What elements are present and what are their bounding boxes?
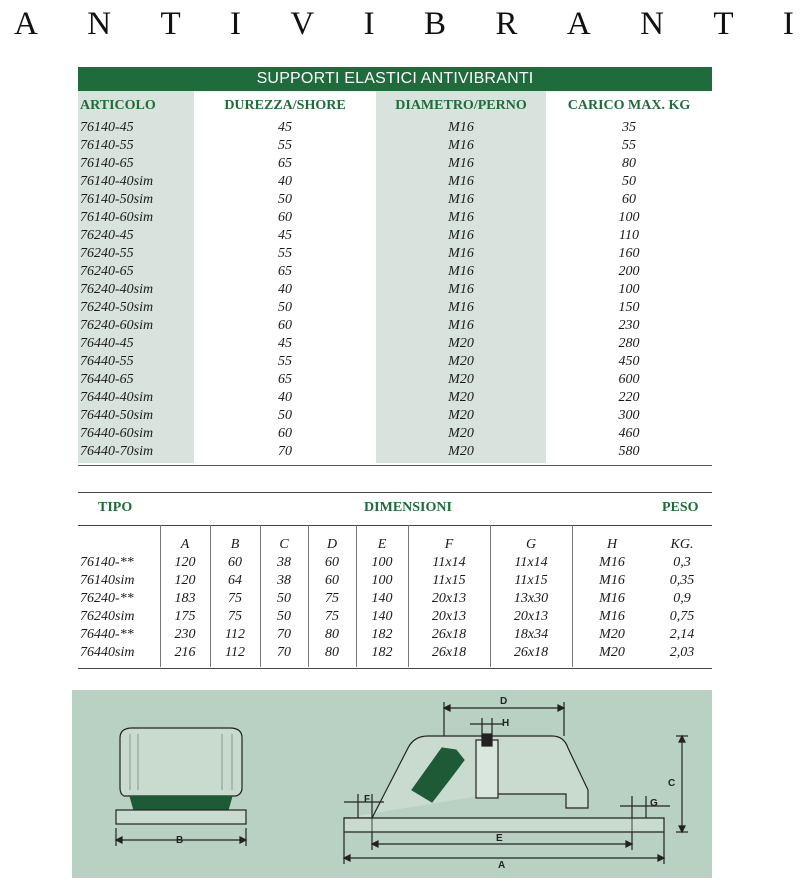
center-bolt-block	[476, 740, 498, 798]
title-letter: A	[566, 5, 591, 42]
cell-carico: 600	[618, 372, 640, 387]
table-divider	[78, 492, 712, 493]
table-row	[78, 299, 712, 317]
section-outline	[344, 736, 588, 818]
table-column-headers	[78, 98, 712, 116]
cell-value: 2,03	[669, 645, 695, 660]
cell-value: 20x13	[431, 609, 467, 624]
dimensions-table	[78, 492, 712, 672]
dim-label-a: A	[498, 860, 506, 871]
cell-value: 140	[371, 591, 393, 606]
cell-articolo: 76140-50sim	[80, 192, 154, 207]
cell-articolo: 76440-40sim	[80, 390, 154, 405]
cell-value: H	[606, 537, 618, 552]
cell-diametro: M20	[448, 354, 474, 369]
cell-carico: 150	[618, 300, 640, 315]
cell-value: M16	[599, 609, 625, 624]
cell-value: 38	[277, 555, 291, 570]
cell-value: 60	[325, 573, 339, 588]
cell-value: 11x14	[514, 555, 548, 570]
cell-tipo: 76440-**	[80, 627, 134, 642]
cell-value: 80	[325, 645, 339, 660]
title-letter: V	[290, 5, 315, 42]
cell-value: 60	[228, 555, 242, 570]
cell-diametro: M20	[448, 426, 474, 441]
cell-articolo: 76240-45	[80, 228, 134, 243]
cell-diametro: M16	[448, 120, 474, 135]
cell-carico: 50	[622, 174, 636, 189]
cell-value: 26x18	[513, 645, 549, 660]
table-body	[78, 119, 712, 461]
table-divider	[78, 668, 712, 669]
cell-value: 120	[174, 573, 196, 588]
cell-value: 182	[371, 627, 393, 642]
base-plate	[116, 810, 246, 824]
cell-durezza: 55	[278, 138, 292, 153]
section-base-plate	[344, 818, 664, 832]
cell-articolo: 76240-40sim	[80, 282, 154, 297]
cell-diametro: M16	[448, 264, 474, 279]
cell-value: 20x13	[431, 591, 467, 606]
cell-durezza: 55	[278, 246, 292, 261]
cell-value: 75	[228, 591, 242, 606]
cell-diametro: M16	[448, 282, 474, 297]
table-row	[78, 371, 712, 389]
cell-value: 75	[325, 609, 339, 624]
table-row	[78, 119, 712, 137]
cell-diametro: M20	[448, 408, 474, 423]
cell-diametro: M16	[448, 318, 474, 333]
header-carico: CARICO MAX. KG	[567, 98, 691, 113]
table-row	[78, 245, 712, 263]
cell-value: 70	[277, 645, 291, 660]
drawing-svg	[72, 690, 712, 878]
cell-value: 100	[371, 555, 393, 570]
title-letter: N	[87, 5, 112, 42]
cell-carico: 220	[618, 390, 640, 405]
dim-label-g: G	[650, 798, 658, 809]
cell-durezza: 40	[278, 390, 292, 405]
cell-value: 2,14	[669, 627, 695, 642]
cell-value: M16	[599, 573, 625, 588]
cell-carico: 80	[622, 156, 636, 171]
table-divider	[78, 465, 712, 466]
page-title	[14, 4, 794, 44]
cell-value: 75	[228, 609, 242, 624]
cell-articolo: 76240-60sim	[80, 318, 154, 333]
title-letter: B	[424, 5, 447, 42]
cell-articolo: 76440-50sim	[80, 408, 154, 423]
cell-value: 216	[174, 645, 196, 660]
title-letter: A	[14, 5, 38, 42]
dim-label-b: B	[176, 835, 184, 846]
cell-tipo: 76440sim	[80, 645, 135, 660]
cell-value: D	[326, 537, 338, 552]
cell-articolo: 76240-50sim	[80, 300, 154, 315]
table-row	[78, 407, 712, 425]
cell-diametro: M20	[448, 336, 474, 351]
cell-value: 112	[225, 627, 245, 642]
cell-value: 0,75	[669, 609, 695, 624]
cell-diametro: M16	[448, 210, 474, 225]
cell-articolo: 76140-55	[80, 138, 134, 153]
cell-carico: 460	[618, 426, 640, 441]
cell-diametro: M16	[448, 300, 474, 315]
dimensions-header-row	[78, 500, 712, 520]
cell-diametro: M20	[448, 390, 474, 405]
cell-value: 13x30	[513, 591, 549, 606]
table-row	[78, 608, 712, 626]
cell-value: 182	[371, 645, 393, 660]
cell-value: B	[230, 537, 240, 552]
table-row	[78, 137, 712, 155]
bolt-head	[482, 734, 492, 746]
cell-value: 175	[174, 609, 196, 624]
title-letter: N	[640, 5, 664, 42]
cell-carico: 580	[618, 444, 640, 459]
cell-durezza: 65	[278, 372, 292, 387]
cell-value: 100	[371, 573, 393, 588]
header-peso: PESO	[662, 500, 699, 515]
cell-value: 0,3	[673, 555, 691, 570]
cell-carico: 110	[619, 228, 639, 243]
table-row	[78, 281, 712, 299]
dim-label-c: C	[668, 778, 676, 789]
cell-durezza: 50	[278, 408, 292, 423]
cell-durezza: 50	[278, 300, 292, 315]
cell-value: 0,35	[669, 573, 695, 588]
header-tipo: TIPO	[98, 500, 133, 515]
cell-carico: 300	[618, 408, 640, 423]
cell-durezza: 45	[278, 228, 292, 243]
title-letter: I	[782, 5, 794, 42]
cell-diametro: M16	[448, 174, 474, 189]
table-row	[78, 389, 712, 407]
cell-value: M16	[599, 555, 625, 570]
rubber-base	[130, 796, 232, 810]
table-row	[78, 335, 712, 353]
cell-value: M20	[599, 627, 625, 642]
cell-diametro: M16	[448, 156, 474, 171]
cell-value: 183	[174, 591, 196, 606]
cell-value: 140	[371, 609, 393, 624]
cell-value: C	[279, 537, 289, 552]
table-row	[78, 173, 712, 191]
cell-value: F	[444, 537, 454, 552]
dimensions-subheader-row	[78, 536, 712, 554]
cell-value: 80	[325, 627, 339, 642]
section-view	[344, 702, 688, 864]
cell-articolo: 76140-40sim	[80, 174, 154, 189]
cell-value: M20	[599, 645, 625, 660]
cell-durezza: 45	[278, 120, 292, 135]
table-row	[78, 227, 712, 245]
cell-carico: 230	[618, 318, 640, 333]
table-row	[78, 317, 712, 335]
table-row	[78, 644, 712, 662]
cell-carico: 200	[618, 264, 640, 279]
cell-value: 38	[277, 573, 291, 588]
cell-tipo: 76240-**	[80, 591, 134, 606]
table-divider	[78, 525, 712, 526]
cell-articolo: 76140-65	[80, 156, 134, 171]
table-row	[78, 554, 712, 572]
cell-articolo: 76440-65	[80, 372, 134, 387]
cell-value: M16	[599, 591, 625, 606]
side-view	[116, 728, 246, 846]
cell-articolo: 76440-55	[80, 354, 134, 369]
cell-value: 120	[174, 555, 196, 570]
cell-value: 230	[174, 627, 196, 642]
title-letter: T	[713, 5, 734, 42]
cell-value: 26x18	[431, 627, 467, 642]
title-letter: I	[230, 5, 242, 42]
dim-label-h: H	[502, 718, 510, 729]
cell-articolo: 76440-60sim	[80, 426, 154, 441]
cell-value: 60	[325, 555, 339, 570]
cell-durezza: 70	[278, 444, 292, 459]
cell-carico: 160	[618, 246, 640, 261]
cell-value: 50	[277, 591, 291, 606]
title-letter: I	[363, 5, 375, 42]
cell-articolo: 76240-65	[80, 264, 134, 279]
cell-durezza: 55	[278, 354, 292, 369]
technical-drawing	[72, 690, 712, 878]
cell-durezza: 50	[278, 192, 292, 207]
cell-durezza: 40	[278, 282, 292, 297]
cell-articolo: 76440-45	[80, 336, 134, 351]
cell-value: 75	[325, 591, 339, 606]
header-articolo: ARTICOLO	[80, 98, 156, 113]
cell-carico: 55	[622, 138, 636, 153]
table-row	[78, 353, 712, 371]
header-durezza: DUREZZA/SHORE	[224, 98, 346, 113]
cell-carico: 100	[618, 282, 640, 297]
cell-value: 11x15	[514, 573, 548, 588]
supports-table	[78, 67, 712, 467]
cell-tipo: 76240sim	[80, 609, 135, 624]
cell-durezza: 60	[278, 426, 292, 441]
title-letter: T	[160, 5, 181, 42]
dimensions-body	[78, 536, 712, 662]
cell-value: KG.	[670, 537, 694, 552]
cell-diametro: M16	[448, 228, 474, 243]
cell-articolo: 76140-60sim	[80, 210, 154, 225]
dim-label-d: D	[500, 696, 508, 707]
table-row	[78, 263, 712, 281]
cell-carico: 35	[622, 120, 636, 135]
table-row	[78, 155, 712, 173]
cell-articolo: 76140-45	[80, 120, 134, 135]
cell-articolo: 76440-70sim	[80, 444, 154, 459]
table-row	[78, 626, 712, 644]
header-diametro: DIAMETRO/PERNO	[395, 98, 527, 113]
cell-diametro: M16	[448, 138, 474, 153]
table-heading: SUPPORTI ELASTICI ANTIVIBRANTI	[78, 67, 712, 91]
cell-value: 64	[228, 573, 242, 588]
cell-diametro: M16	[448, 192, 474, 207]
cell-articolo: 76240-55	[80, 246, 134, 261]
header-dimensioni: DIMENSIONI	[364, 500, 452, 515]
table-row	[78, 425, 712, 443]
table-row	[78, 191, 712, 209]
cell-value: G	[525, 537, 537, 552]
table-row	[78, 572, 712, 590]
cell-carico: 280	[618, 336, 640, 351]
cell-carico: 450	[618, 354, 640, 369]
cell-value: 18x34	[513, 627, 549, 642]
dim-label-f: F	[364, 794, 371, 805]
cell-value: 11x14	[432, 555, 466, 570]
cell-durezza: 65	[278, 156, 292, 171]
cell-value: 0,9	[673, 591, 691, 606]
cell-value: 11x15	[432, 573, 466, 588]
cell-value: 70	[277, 627, 291, 642]
title-letter: R	[495, 5, 518, 42]
cell-value: 50	[277, 609, 291, 624]
cell-tipo: 76140-**	[80, 555, 134, 570]
cell-value: A	[180, 537, 190, 552]
cell-value: 20x13	[513, 609, 549, 624]
cell-durezza: 65	[278, 264, 292, 279]
cell-value: 112	[225, 645, 245, 660]
cell-tipo: 76140sim	[80, 573, 135, 588]
cell-diametro: M20	[448, 444, 474, 459]
cell-value: E	[377, 537, 387, 552]
cell-durezza: 45	[278, 336, 292, 351]
cell-diametro: M20	[448, 372, 474, 387]
cell-durezza: 40	[278, 174, 292, 189]
cell-durezza: 60	[278, 210, 292, 225]
dim-label-e: E	[496, 833, 503, 844]
cell-diametro: M16	[448, 246, 474, 261]
table-row	[78, 443, 712, 461]
cell-value: 26x18	[431, 645, 467, 660]
cell-carico: 100	[618, 210, 640, 225]
cell-durezza: 60	[278, 318, 292, 333]
cell-carico: 60	[622, 192, 636, 207]
table-row	[78, 209, 712, 227]
table-row	[78, 590, 712, 608]
